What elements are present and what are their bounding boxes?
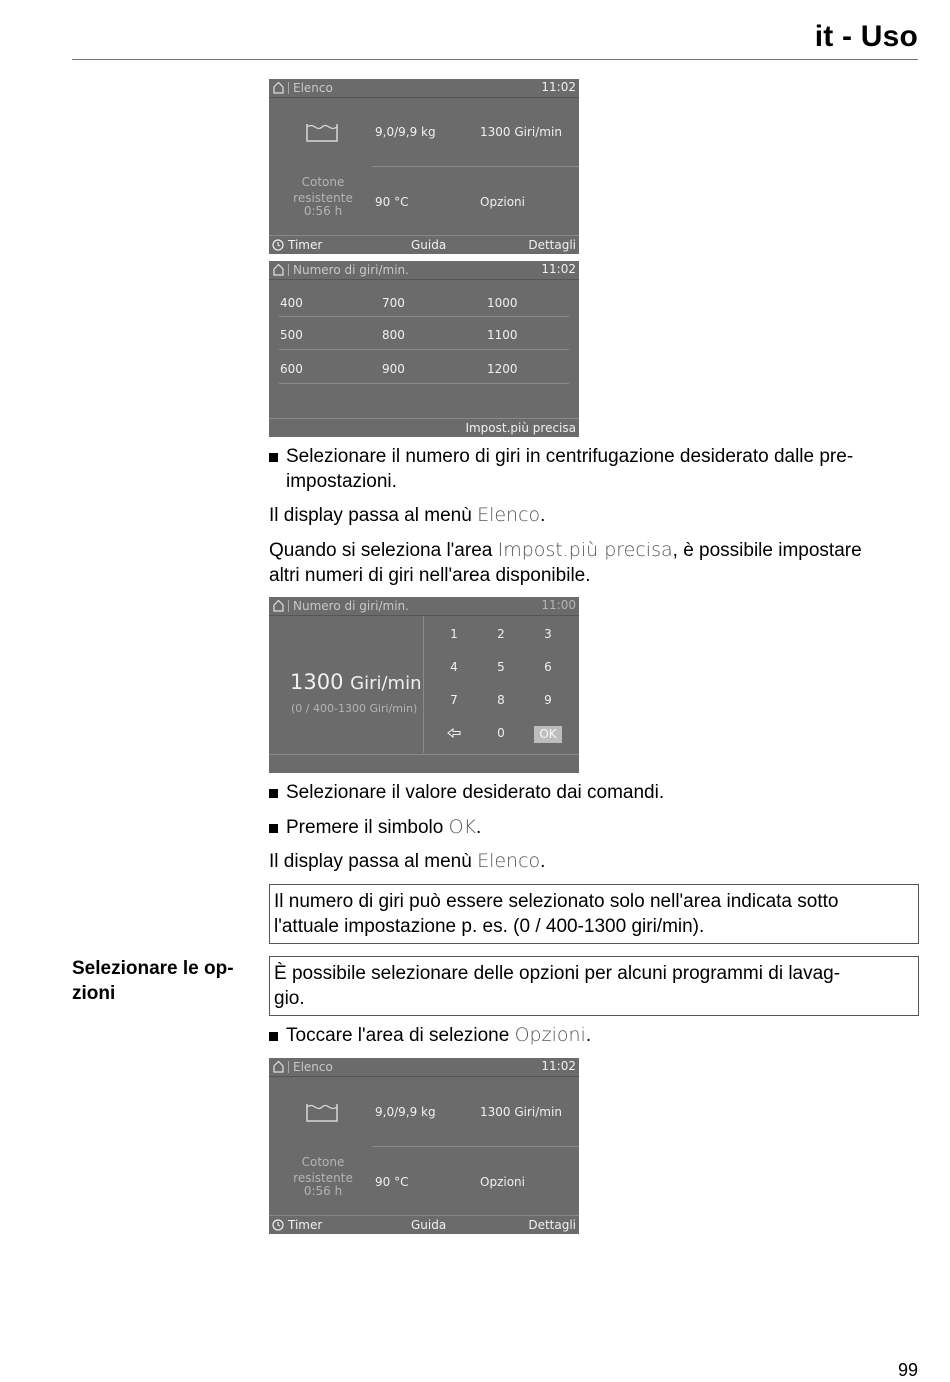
spin-option-400[interactable]: 400	[280, 296, 303, 310]
row-divider	[279, 349, 569, 350]
row-divider	[279, 316, 569, 317]
header-divider	[72, 59, 918, 60]
fine-adjust-button[interactable]: Impost.più precisa	[465, 421, 576, 435]
bullet-press-ok	[269, 815, 919, 840]
numpad-key-6[interactable]: 6	[544, 660, 552, 674]
spin-range-note-box	[269, 884, 919, 944]
page-header-title: it - Uso	[814, 20, 918, 53]
program-name-line2: resistente	[293, 191, 353, 205]
screen-bottom-bar	[269, 235, 579, 254]
note-line: Il numero di giri può essere selezionato solo nell'area indicata sotto	[274, 891, 839, 912]
heading-line: Selezionare le op-	[72, 958, 234, 979]
screen-topbar	[269, 597, 579, 616]
spin-option-600[interactable]: 600	[280, 362, 303, 376]
ui-term: Elenco	[477, 850, 541, 872]
spin-value-unit: Giri/min	[350, 673, 422, 694]
options-field[interactable]: Opzioni	[480, 1175, 525, 1189]
display-menu-note-2	[269, 849, 919, 874]
numpad-key-1[interactable]: 1	[450, 627, 458, 641]
note-line: l'attuale impostazione p. es. (0 / 400-1300 giri/min).	[274, 916, 705, 937]
numpad-key-5[interactable]: 5	[497, 660, 505, 674]
topbar-separator	[288, 600, 289, 612]
bullet-touch-options	[269, 1023, 919, 1048]
text-run: .	[476, 817, 482, 838]
clock-icon	[272, 1219, 284, 1231]
wash-tub-icon	[305, 121, 339, 143]
bullet-text-cont: impostazioni.	[286, 471, 397, 492]
section-heading-options	[72, 956, 262, 1006]
note-line: gio.	[274, 988, 305, 1009]
ui-term: Elenco	[477, 504, 541, 526]
bullet-select-spin	[269, 444, 919, 494]
text-run: Quando si seleziona l'area	[269, 540, 498, 561]
grid-divider	[372, 166, 579, 167]
program-name-line2: resistente	[293, 1171, 353, 1185]
screen-numpad	[269, 597, 579, 773]
numpad-key-7[interactable]: 7	[450, 693, 458, 707]
guide-button[interactable]: Guida	[411, 238, 447, 252]
program-duration: 0:56 h	[303, 204, 343, 218]
clock: 11:02	[541, 1059, 576, 1073]
temperature-value[interactable]: 90 °C	[375, 195, 409, 209]
spin-value-display	[290, 670, 422, 694]
home-icon[interactable]	[273, 599, 284, 612]
heading-line: zioni	[72, 983, 116, 1004]
backspace-arrow-icon[interactable]	[447, 728, 461, 738]
program-name-line1: Cotone	[301, 1155, 345, 1169]
topbar-separator	[288, 82, 289, 94]
text-run: .	[585, 1025, 592, 1046]
clock: 11:02	[541, 262, 576, 276]
temperature-value[interactable]: 90 °C	[375, 1175, 409, 1189]
topbar-separator	[288, 1061, 289, 1073]
spin-value[interactable]: 1300 Giri/min	[480, 1105, 562, 1119]
text-run: .	[540, 505, 546, 526]
load-value[interactable]: 9,0/9,9 kg	[375, 1105, 436, 1119]
screen-bottom-bar	[269, 1215, 579, 1234]
screen-bottom-bar	[269, 418, 579, 437]
ui-term: Impost.più precisa	[497, 539, 673, 561]
screen-title: Elenco	[293, 81, 333, 95]
timer-button[interactable]: Timer	[288, 238, 323, 252]
screen-topbar	[269, 261, 579, 280]
ui-term: OK	[448, 816, 477, 838]
screen-topbar	[269, 1058, 579, 1077]
text-run: Premere il simbolo	[286, 817, 449, 838]
text-run: .	[540, 851, 546, 872]
home-icon[interactable]	[273, 1060, 284, 1073]
bullet-marker	[269, 789, 278, 798]
bullet-text: Selezionare il numero di giri in centrifugazione desiderato dalle pre-	[286, 446, 854, 467]
options-field[interactable]: Opzioni	[480, 195, 525, 209]
details-button[interactable]: Dettagli	[528, 238, 576, 252]
spin-option-1200[interactable]: 1200	[487, 362, 518, 376]
spin-value[interactable]: 1300 Giri/min	[480, 125, 562, 139]
ui-term: Opzioni	[514, 1024, 586, 1046]
program-name[interactable]	[288, 174, 358, 219]
text-run: Il display passa al menù	[269, 505, 478, 526]
screen-title: Numero di giri/min.	[293, 263, 409, 277]
text-run: altri numeri di giri nell'area disponibile.	[269, 565, 591, 586]
clock: 11:00	[541, 598, 576, 612]
screen-elenco-2	[269, 1058, 579, 1234]
spin-option-1000[interactable]: 1000	[487, 296, 518, 310]
screen-elenco-1	[269, 79, 579, 254]
numpad-key-0[interactable]: 0	[497, 726, 505, 740]
numpad-key-4[interactable]: 4	[450, 660, 458, 674]
clock: 11:02	[541, 80, 576, 94]
text-run: Toccare l'area di selezione	[286, 1025, 515, 1046]
page-number: 99	[897, 1360, 918, 1380]
load-value[interactable]: 9,0/9,9 kg	[375, 125, 436, 139]
row-divider	[279, 383, 569, 384]
spin-option-500[interactable]: 500	[280, 328, 303, 342]
fine-adjust-paragraph	[269, 538, 919, 588]
program-name-line1: Cotone	[301, 175, 345, 189]
program-duration: 0:56 h	[303, 1184, 343, 1198]
screen-topbar	[269, 79, 579, 98]
bullet-marker	[269, 453, 278, 462]
clock-icon	[272, 239, 284, 251]
options-note-box	[269, 956, 919, 1016]
text-run: Il display passa al menù	[269, 851, 478, 872]
grid-divider	[372, 1146, 579, 1147]
numpad-key-2[interactable]: 2	[497, 627, 505, 641]
bullet-select-value	[269, 780, 919, 805]
numpad-key-8[interactable]: 8	[497, 693, 505, 707]
spin-option-800[interactable]: 800	[382, 328, 405, 342]
numpad-key-9[interactable]: 9	[544, 693, 552, 707]
spin-option-900[interactable]: 900	[382, 362, 405, 376]
spin-option-1100[interactable]: 1100	[487, 328, 518, 342]
numpad-divider	[423, 616, 424, 753]
guide-button[interactable]: Guida	[411, 1218, 447, 1232]
home-icon[interactable]	[273, 81, 284, 94]
screen-spin-presets	[269, 261, 579, 437]
note-line: È possibile selezionare delle opzioni per alcuni programmi di lavag-	[274, 963, 841, 984]
topbar-separator	[288, 264, 289, 276]
spin-option-700[interactable]: 700	[382, 296, 405, 310]
spin-value-number: 1300	[290, 670, 344, 694]
details-button[interactable]: Dettagli	[528, 1218, 576, 1232]
ok-button[interactable]: OK	[534, 726, 562, 743]
timer-button[interactable]: Timer	[288, 1218, 323, 1232]
bottom-divider	[269, 754, 579, 755]
program-name[interactable]	[288, 1154, 358, 1199]
screen-title: Numero di giri/min.	[293, 599, 409, 613]
bullet-text: Selezionare il valore desiderato dai comandi.	[286, 782, 665, 803]
bullet-marker	[269, 824, 278, 833]
numpad-key-3[interactable]: 3	[544, 627, 552, 641]
home-icon[interactable]	[273, 263, 284, 276]
display-menu-note	[269, 503, 919, 528]
screen-title: Elenco	[293, 1060, 333, 1074]
bullet-marker	[269, 1032, 278, 1041]
wash-tub-icon	[305, 1101, 339, 1123]
text-run: , è possibile impostare	[672, 540, 862, 561]
spin-range: (0 / 400-1300 Giri/min)	[291, 702, 418, 715]
